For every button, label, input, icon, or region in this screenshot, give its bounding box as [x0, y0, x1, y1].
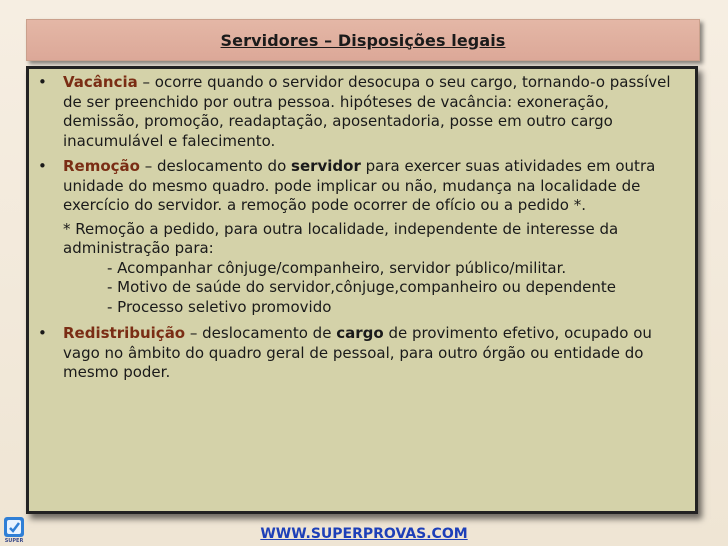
remocao-item-1: - Acompanhar cônjuge/companheiro, servidor público/militar. — [107, 258, 567, 277]
bullet-dot-icon: • — [38, 324, 47, 342]
remocao-item-3: - Processo seletivo promovido — [107, 297, 332, 316]
remocao-text-1: – deslocamento do — [139, 157, 292, 175]
term-remocao: Remoção — [63, 157, 140, 175]
logo-caption: SUPER — [4, 538, 24, 544]
redistribuicao-text-2: de provimento efetivo, ocupado ou vago no âmbito do quadro geral de pessoal, para outro órgão ou entidade do mesmo poder. — [63, 324, 652, 381]
vacancia-text: – ocorre quando o servidor desocupa o seu cargo, tornando-o passível de ser preenchido por outra pessoa. hipóteses de vacância: exoneração, demissão, promoção, readaptação, aposentadoria, posse em outro cargo inacumulável e falecimento. — [63, 73, 671, 150]
bullet-vacancia — [35, 73, 689, 151]
term-redistribuicao: Redistribuição — [63, 324, 186, 342]
bullet-dot-icon: • — [38, 157, 47, 175]
redistribuicao-strong: cargo — [336, 324, 384, 342]
remocao-item-2: - Motivo de saúde do servidor,cônjuge,companheiro ou dependente — [107, 278, 616, 296]
remocao-strong: servidor — [291, 157, 361, 175]
bullet-redistribuicao — [35, 324, 689, 383]
remocao-text-2: para exercer suas atividades em outra unidade do mesmo quadro. pode implicar ou não, mudança na localidade de exercício do servidor. a remoção pode ocorrer de ofício ou a pedido *. — [63, 157, 656, 214]
slide-title: Servidores – Disposições legais — [220, 30, 506, 50]
content-box — [26, 66, 698, 514]
bullet-dot-icon: • — [38, 73, 47, 91]
footer-website-link[interactable]: WWW.SUPERPROVAS.COM — [260, 526, 468, 542]
term-vacancia: Vacância — [63, 73, 138, 91]
redistribuicao-text-1: – deslocamento de — [185, 324, 337, 342]
title-bar — [26, 19, 700, 61]
bullet-remocao — [35, 157, 689, 216]
remocao-note: * Remoção a pedido, para outra localidade, independente de interesse da administração para: — [63, 219, 619, 257]
remocao-note-block — [35, 220, 689, 318]
